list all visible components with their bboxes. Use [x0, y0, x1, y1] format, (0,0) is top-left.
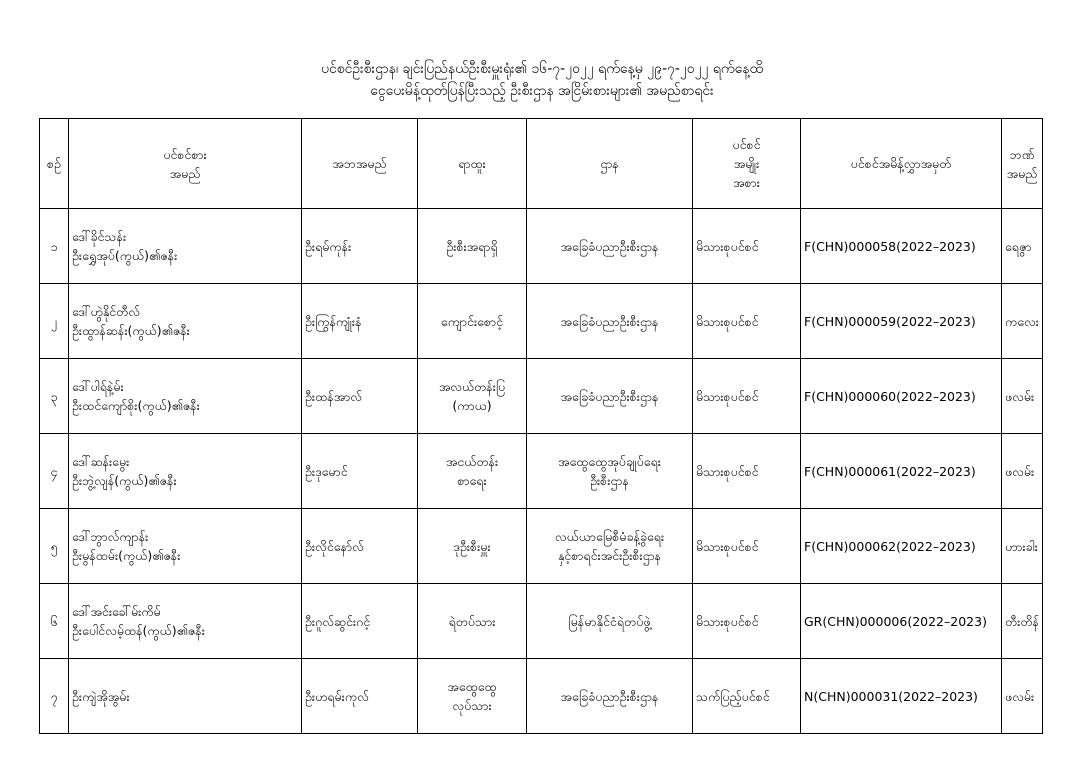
rank: ဒုဦးစီးမှူး: [418, 509, 527, 584]
table-row: [40, 434, 1043, 509]
bank-name: ရေဇွာ: [1002, 209, 1043, 284]
table-row: [40, 359, 1043, 434]
row-number: ၆: [40, 584, 69, 659]
pensioner-name: ဒေါ်အင်းခေါ်မ်းကိမ် ဦးပေါင်လမ့်ထန်(ကွယ်)၏ဇနီး: [69, 584, 302, 659]
pensioner-name: ဒေါ်ဆန်းမွေး ဦးဘွဲ့လျန်(ကွယ်)၏ဇနီး: [69, 434, 302, 509]
rank: အထွေထွေ လုပ်သား: [418, 659, 527, 734]
father-name: ဦးဟရမ်းကုလ်: [302, 659, 418, 734]
order-number: F(CHN)000061(2022–2023): [801, 434, 1002, 509]
col-header-order-number: ပင်စင်အမိန့်လွှာအမှတ်: [801, 119, 1002, 209]
row-number: ၇: [40, 659, 69, 734]
pension-type: မိသားစုပင်စင်: [693, 509, 801, 584]
pension-type: သက်ပြည့်ပင်စင်: [693, 659, 801, 734]
row-number: ၃: [40, 359, 69, 434]
order-number: F(CHN)000059(2022–2023): [801, 284, 1002, 359]
department: မြန်မာနိုင်ငံရဲတပ်ဖွဲ့: [527, 584, 693, 659]
pension-type: မိသားစုပင်စင်: [693, 209, 801, 284]
department: အခြေခံပညာဦးစီးဌာန: [527, 284, 693, 359]
order-number: F(CHN)000060(2022–2023): [801, 359, 1002, 434]
father-name: ဦးရမ်ကုန်း: [302, 209, 418, 284]
pension-type: မိသားစုပင်စင်: [693, 434, 801, 509]
bank-name: တီးတိန်: [1002, 584, 1043, 659]
bank-name: ဖလမ်း: [1002, 659, 1043, 734]
department: အထွေထွေအုပ်ချုပ်ရေး ဦးစီးဌာန: [527, 434, 693, 509]
department: အခြေခံပညာဦးစီးဌာန: [527, 209, 693, 284]
rank: ဦးစီးအရာရှိ: [418, 209, 527, 284]
row-number: ၄: [40, 434, 69, 509]
pension-type: မိသားစုပင်စင်: [693, 584, 801, 659]
department: အခြေခံပညာဦးစီးဌာန: [527, 359, 693, 434]
title-line-2: ငွေပေးမိန့်ထုတ်ပြန်ပြီးသည့် ဦးစီးဌာန အငြိမ်းစားများ၏ အမည်စာရင်း: [370, 83, 714, 99]
table-row: [40, 584, 1043, 659]
row-number: ၂: [40, 284, 69, 359]
bank-name: ဖလမ်း: [1002, 359, 1043, 434]
col-header-pension-type: ပင်စင် အမျိုး အစား: [693, 119, 801, 209]
father-name: ဦးဒုမောင်: [302, 434, 418, 509]
rank: ရဲတပ်သား: [418, 584, 527, 659]
col-header-bank: ဘဏ် အမည်: [1002, 119, 1043, 209]
bank-name: ကလေး: [1002, 284, 1043, 359]
father-name: ဦးလိုင်နော်လ်: [302, 509, 418, 584]
table-row: [40, 209, 1043, 284]
rank: ကျောင်းစောင့်: [418, 284, 527, 359]
order-number: F(CHN)000058(2022–2023): [801, 209, 1002, 284]
father-name: ဦးထန်အာလ်: [302, 359, 418, 434]
row-number: ၁: [40, 209, 69, 284]
title-line-1: ပင်စင်ဦးစီးဌာန၊ ချင်းပြည်နယ်ဦးစီးမှူးရုံး၏ ၁၆-၇-၂၀၂၂ ရက်နေ့မှ ၂၉-၇-၂၀၂၂ ရက်နေ့ထိ: [320, 61, 764, 77]
pensioner-name: ဦးကျဲအိုအွမ်း: [69, 659, 302, 734]
col-header-father-name: အဘအမည်: [302, 119, 418, 209]
pensioner-name: ဒေါ်ခိုင်သန်း ဦးရွှေအုပ်(ကွယ်)၏ဇနီး: [69, 209, 302, 284]
col-header-no: စဉ်: [40, 119, 69, 209]
col-header-pensioner-name: ပင်စင်စား အမည်: [69, 119, 302, 209]
order-number: GR(CHN)000006(2022–2023): [801, 584, 1002, 659]
pensioner-name: ဒေါ်ဘွာလ်ကျာန်း ဦးမွန်ထမ်း(ကွယ်)၏ဇနီး: [69, 509, 302, 584]
pension-table: [39, 118, 1043, 734]
table-row: [40, 284, 1043, 359]
pension-type: မိသားစုပင်စင်: [693, 284, 801, 359]
department: အခြေခံပညာဦးစီးဌာန: [527, 659, 693, 734]
rank: အလယ်တန်းပြ (ကာယ): [418, 359, 527, 434]
col-header-rank: ရာထူး: [418, 119, 527, 209]
document-title: [0, 58, 1084, 102]
father-name: ဦးကြွန်ကျုံးနံ: [302, 284, 418, 359]
header-row: [40, 119, 1043, 209]
pensioner-name: ဒေါ်ပါရ်နဲ့မ်း ဦးထင်ကျော်စိုး(ကွယ်)၏ဇနီး: [69, 359, 302, 434]
father-name: ဦးဂူလ်ဆွင်းဂင့်: [302, 584, 418, 659]
pension-type: မိသားစုပင်စင်: [693, 359, 801, 434]
table-row: [40, 659, 1043, 734]
rank: အငယ်တန်း စာရေး: [418, 434, 527, 509]
col-header-department: ဌာန: [527, 119, 693, 209]
order-number: F(CHN)000062(2022–2023): [801, 509, 1002, 584]
table-row: [40, 509, 1043, 584]
order-number: N(CHN)000031(2022–2023): [801, 659, 1002, 734]
bank-name: ဖလမ်း: [1002, 434, 1043, 509]
bank-name: ဟားခါး: [1002, 509, 1043, 584]
row-number: ၅: [40, 509, 69, 584]
department: လယ်ယာမြေစီမံခန့်ခွဲရေး နှင့်စာရင်းအင်းဦးစီးဌာန: [527, 509, 693, 584]
pensioner-name: ဒေါ်ဟွဲနိုင်တီလ် ဦးထွာန်ဆန်း(ကွယ်)၏ဇနီး: [69, 284, 302, 359]
